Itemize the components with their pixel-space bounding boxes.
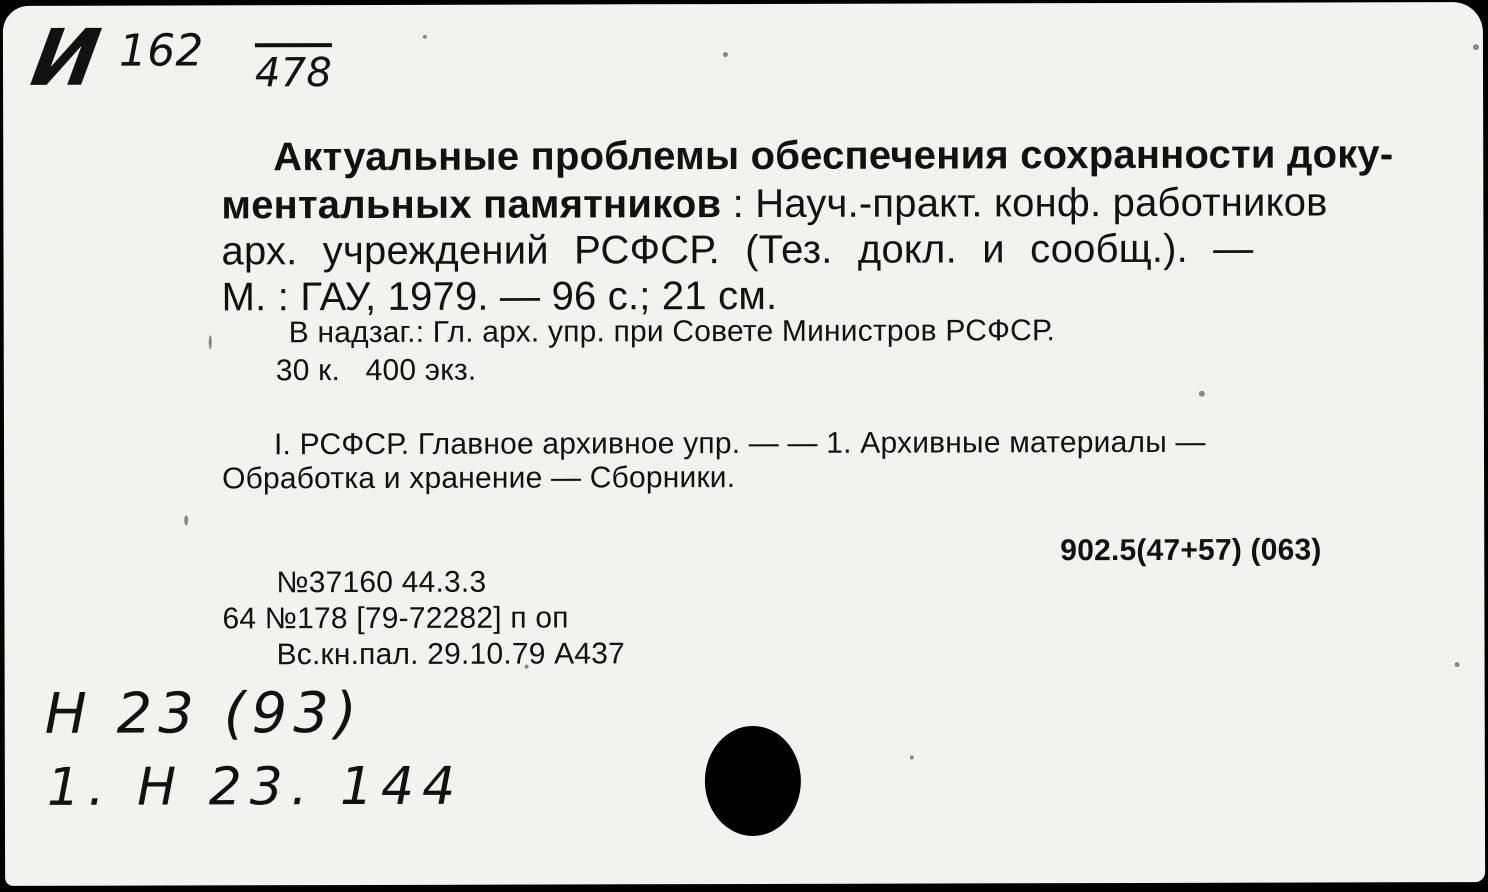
speck — [423, 35, 427, 39]
catalog-number-line-2: 64 №178 [79-72282] п оп — [222, 601, 569, 636]
speck — [209, 335, 212, 349]
subtitle: : Науч.-практ. конф. работников — [721, 180, 1328, 227]
title-part-1: Актуальные проблемы обеспечения сохранности доку- — [273, 132, 1394, 180]
handwritten-class-2: 1. Н 23. 144 — [46, 756, 464, 818]
title-part-2: ментальных памятников — [221, 182, 722, 228]
catalog-number-line-1: №37160 44.3.3 — [276, 565, 487, 600]
description-line-1 — [273, 130, 1393, 181]
shelfmark-letter: И — [25, 13, 107, 104]
heading-note: В надзаг.: Гл. арх. упр. при Совете Министров РСФСР. — [288, 314, 1056, 350]
shelfmark-fraction: 478 — [255, 43, 332, 97]
description-line-4: М. : ГАУ, 1979. — 96 с.; 21 см. — [221, 273, 778, 320]
description-line-3: арх. учреждений РСФСР. (Тез. докл. и сообщ.). — — [221, 226, 1254, 274]
catalog-card — [3, 2, 1485, 886]
speck — [723, 52, 728, 57]
catalog-number-line-3: Вс.кн.пал. 29.10.79 А437 — [276, 637, 626, 672]
tracing-line-2: Обработка и хранение — Сборники. — [222, 461, 736, 496]
price-print-run: 30 к. 400 экз. — [275, 353, 477, 388]
speck — [1199, 391, 1205, 397]
punch-hole — [705, 726, 801, 836]
shelfmark-number: 162 — [118, 25, 204, 77]
tracing-line-1: I. РСФСР. Главное архивное упр. — — 1. Архивные материалы — — [273, 425, 1206, 462]
speck — [1473, 44, 1479, 50]
speck — [184, 515, 188, 525]
speck — [910, 756, 914, 760]
description-line-2 — [221, 178, 1327, 229]
speck — [1455, 662, 1460, 667]
udc-index: 902.5(47+57) (063) — [1060, 533, 1322, 568]
handwritten-class-1: Н 23 (93) — [44, 680, 363, 747]
